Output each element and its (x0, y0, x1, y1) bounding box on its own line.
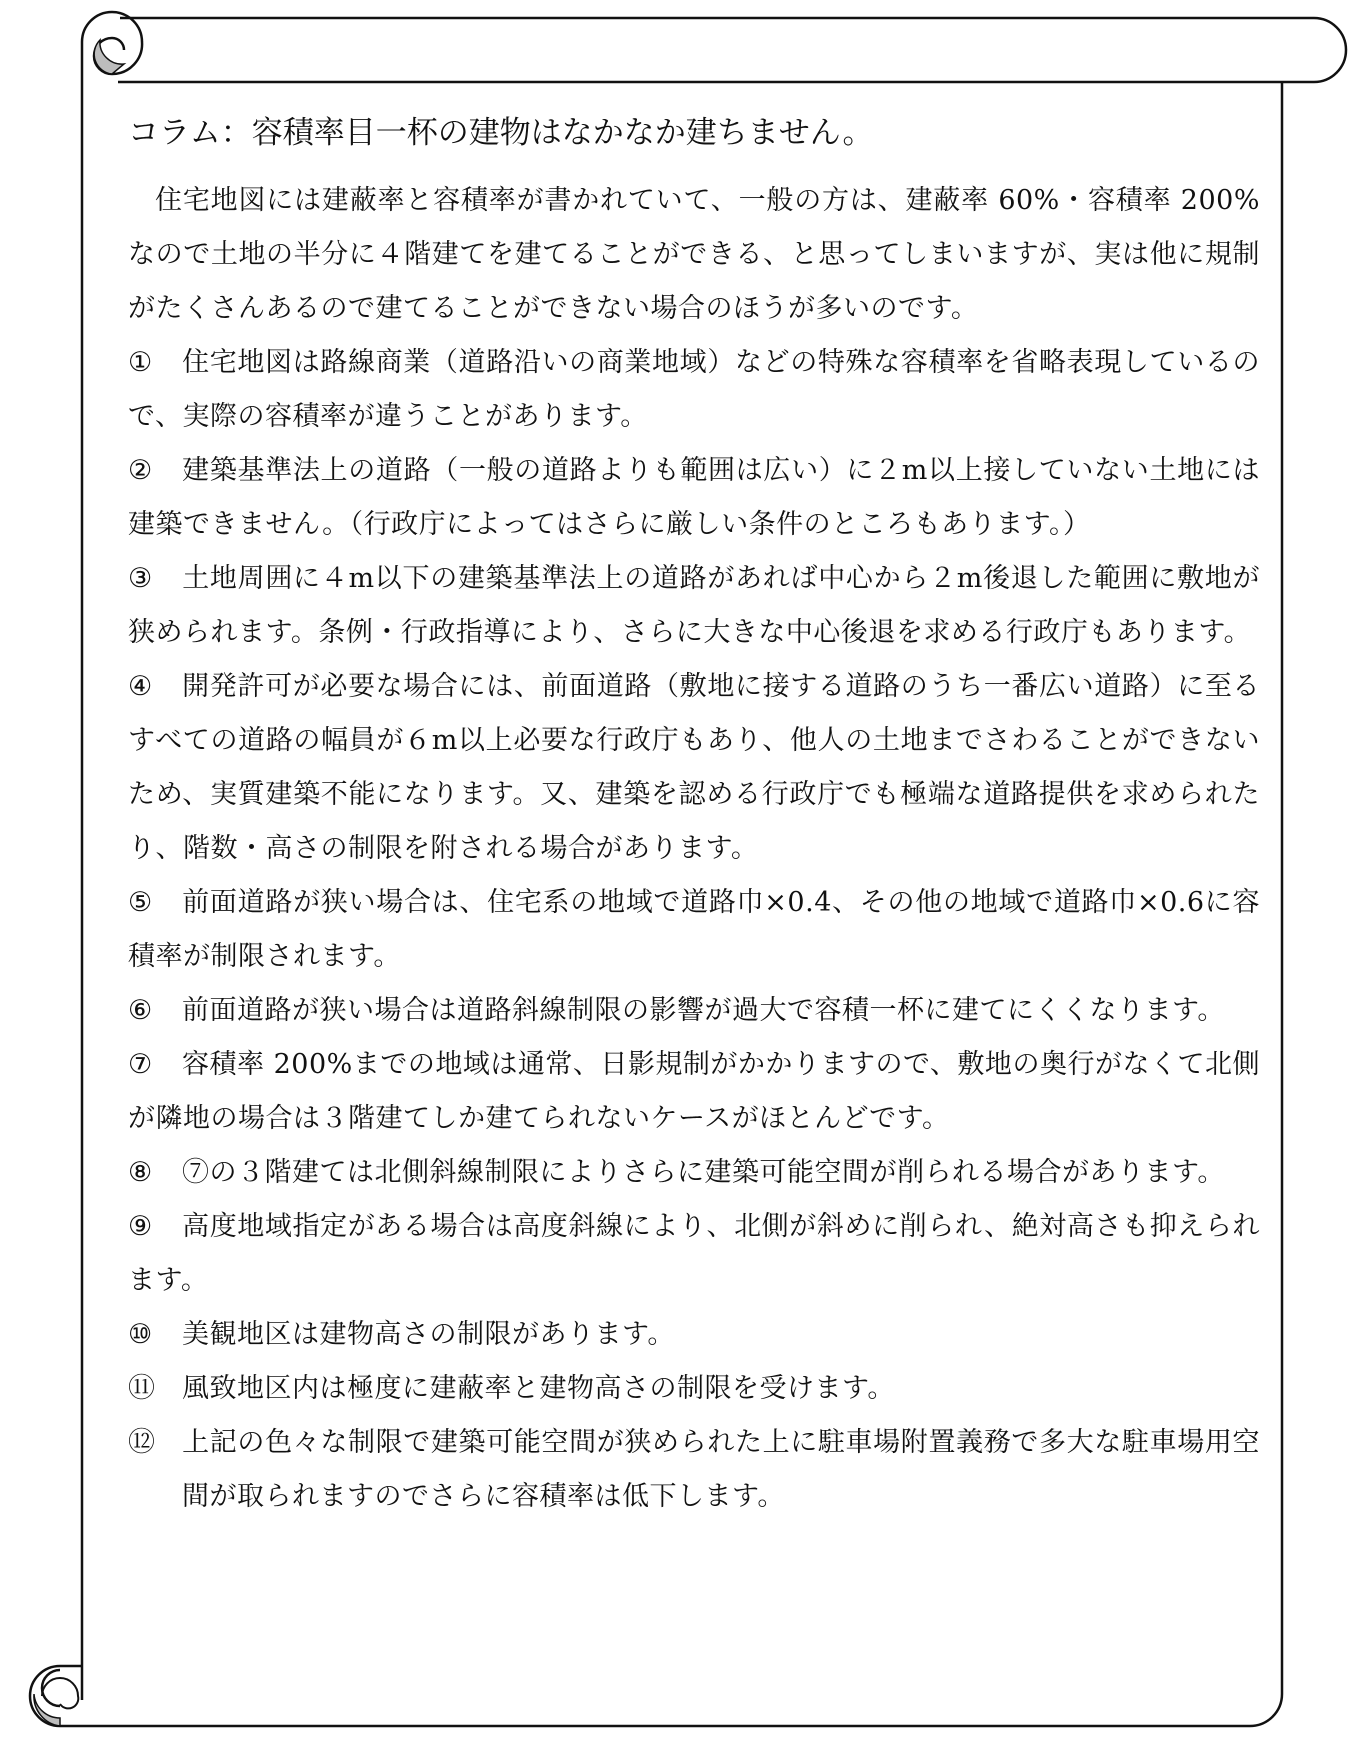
list-item (128, 1362, 1260, 1416)
list-item (128, 984, 1260, 1038)
intro-paragraph: 住宅地図には建蔽率と容積率が書かれていて、一般の方は、建蔽率 60%・容積率 200%なので土地の半分に４階建てを建てることができる、と思ってしまいますが、実は他に規制がたくさんあるので建てることができない場合のほうが多いのです。 (128, 185, 1260, 324)
list-item-number: ④ (128, 671, 153, 702)
list-item-number: ③ (128, 563, 153, 594)
column-content (128, 100, 1260, 1524)
list-item-text: ⑦の３階建ては北側斜線制限によりさらに建築可能空間が削られる場合があります。 (182, 1157, 1225, 1188)
list-item-text: 容積率 200%までの地域は通常、日影規制がかかりますので、敷地の奥行がなくて北側が隣地の場合は３階建てしか建てられないケースがほとんどです。 (128, 1049, 1260, 1134)
list-item (128, 1416, 1260, 1524)
list-item-text: 前面道路が狭い場合は、住宅系の地域で道路巾×0.4、その他の地域で道路巾×0.6に容積率が制限されます。 (128, 887, 1260, 972)
list-item-text: 上記の色々な制限で建築可能空間が狭められた上に駐車場附置義務で多大な駐車場用空間が取られますのでさらに容積率は低下します。 (182, 1427, 1260, 1512)
list-item (128, 552, 1260, 660)
list-item-number: ② (128, 455, 153, 486)
list-item-number: ⑫ (128, 1427, 156, 1458)
list-item-text: 開発許可が必要な場合には、前面道路（敷地に接する道路のうち一番広い道路）に至るすべての道路の幅員が６m以上必要な行政庁もあり、他人の土地までさわることができないため、実質建築不能になります。又、建築を認める行政庁でも極端な道路提供を求められたり、階数・高さの制限を附される場合があります。 (128, 671, 1260, 864)
list-item-text: 建築基準法上の道路（一般の道路よりも範囲は広い）に２m以上接していない土地には建築できません。（行政庁によってはさらに厳しい条件のところもあります。） (128, 455, 1260, 540)
list-item-number: ⑨ (128, 1211, 153, 1242)
list-item-text: 風致地区内は極度に建蔽率と建物高さの制限を受けます。 (182, 1373, 895, 1404)
list-item-number: ⑩ (128, 1319, 153, 1350)
list-item (128, 1308, 1260, 1362)
list-item (128, 1038, 1260, 1146)
list-item (128, 1146, 1260, 1200)
list-item-text: 高度地域指定がある場合は高度斜線により、北側が斜めに削られ、絶対高さも抑えられます。 (128, 1211, 1260, 1296)
list-item-number: ⑧ (128, 1157, 153, 1188)
scroll-top-roll (118, 18, 1346, 82)
list-item-text: 土地周囲に４m以下の建築基準法上の道路があれば中心から２m後退した範囲に敷地が狭められます。条例・行政指導により、さらに大きな中心後退を求める行政庁もあります。 (128, 563, 1260, 648)
list-item (128, 336, 1260, 444)
list-item-number: ⑤ (128, 887, 153, 918)
list-item (128, 444, 1260, 552)
column-title: コラム：容積率目一杯の建物はなかなか建ちません。 (128, 115, 874, 151)
list-item-text: 前面道路が狭い場合は道路斜線制限の影響が過大で容積一杯に建てにくくなります。 (182, 995, 1225, 1026)
list-item-number: ① (128, 347, 153, 378)
list-item-text: 住宅地図は路線商業（道路沿いの商業地域）などの特殊な容積率を省略表現しているので、実際の容積率が違うことがあります。 (128, 347, 1260, 432)
list-item-number: ⑥ (128, 995, 153, 1026)
scroll-bottom-left-curl-inner (42, 1678, 78, 1708)
list-item (128, 660, 1260, 876)
list-item (128, 1200, 1260, 1308)
list-item (128, 876, 1260, 984)
list-item-text: 美観地区は建物高さの制限があります。 (182, 1319, 675, 1350)
restriction-list (128, 336, 1260, 1524)
list-item-number: ⑪ (128, 1373, 156, 1404)
list-item-number: ⑦ (128, 1049, 153, 1080)
